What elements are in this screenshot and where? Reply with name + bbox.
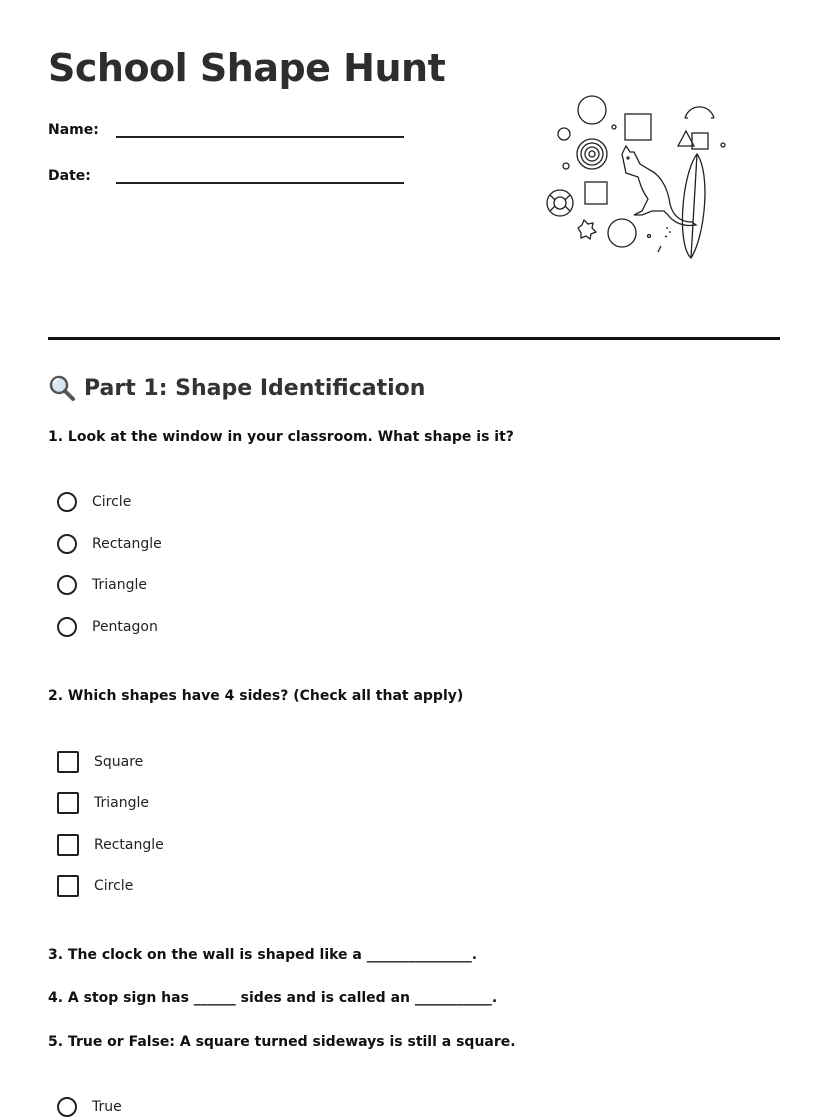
radio-button[interactable]: [57, 1097, 77, 1117]
option-label: True: [92, 1099, 122, 1115]
q2-option-triangle[interactable]: [57, 792, 149, 814]
option-label: Triangle: [92, 577, 147, 593]
name-label: Name:: [48, 122, 99, 138]
q1-option-triangle[interactable]: [57, 575, 147, 595]
name-field[interactable]: [48, 118, 404, 138]
q5-option-true[interactable]: [57, 1097, 122, 1117]
question-4: 4. A stop sign has ______ sides and is called an ___________.: [48, 990, 498, 1006]
question-2: 2. Which shapes have 4 sides? (Check all that apply): [48, 688, 464, 704]
date-field[interactable]: [48, 164, 404, 184]
q2-option-square[interactable]: [57, 751, 143, 773]
question-5: 5. True or False: A square turned sideways is still a square.: [48, 1034, 516, 1050]
q2-option-rectangle[interactable]: [57, 834, 164, 856]
section-title-text: Part 1: Shape Identification: [84, 375, 426, 401]
option-label: Square: [94, 754, 144, 770]
option-label: Rectangle: [92, 536, 162, 552]
question-3: 3. The clock on the wall is shaped like a _______________.: [48, 947, 478, 963]
option-label: Circle: [92, 494, 132, 510]
option-label: Rectangle: [94, 837, 164, 853]
option-label: Triangle: [94, 795, 149, 811]
date-input-line[interactable]: [116, 164, 404, 184]
radio-button[interactable]: [57, 534, 77, 554]
date-label: Date:: [48, 168, 91, 184]
shapes-kangaroo-illustration: [540, 90, 740, 270]
name-input-line[interactable]: [116, 118, 404, 138]
checkbox[interactable]: [57, 751, 79, 773]
radio-button[interactable]: [57, 492, 77, 512]
question-1: 1. Look at the window in your classroom. What shape is it?: [48, 429, 514, 445]
radio-button[interactable]: [57, 617, 77, 637]
section-divider: [48, 337, 780, 340]
checkbox[interactable]: [57, 792, 79, 814]
page-title: School Shape Hunt: [48, 46, 446, 90]
q1-option-circle[interactable]: [57, 492, 131, 512]
magnifying-glass-icon: [48, 374, 76, 402]
radio-button[interactable]: [57, 575, 77, 595]
section-title: [48, 374, 425, 402]
q1-option-rectangle[interactable]: [57, 534, 162, 554]
q1-option-pentagon[interactable]: [57, 617, 158, 637]
checkbox[interactable]: [57, 875, 79, 897]
checkbox[interactable]: [57, 834, 79, 856]
q2-option-circle[interactable]: [57, 875, 133, 897]
option-label: Circle: [94, 878, 134, 894]
option-label: Pentagon: [92, 619, 158, 635]
